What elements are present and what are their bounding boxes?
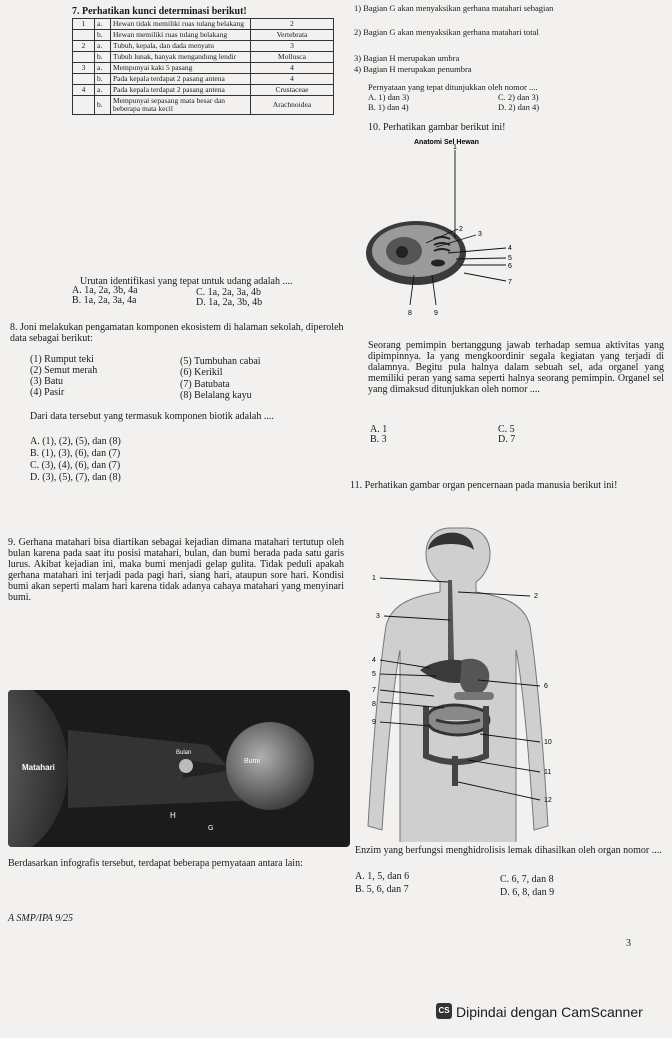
key-description: Pada kepala terdapat 2 pasang antena — [111, 85, 251, 96]
digestive-system-figure — [350, 520, 570, 842]
organ-label-11: 11 — [544, 769, 552, 776]
q8-item-5: (5) Tumbuhan cabai — [180, 356, 261, 367]
key-step — [73, 52, 95, 63]
key-row — [73, 63, 334, 74]
key-row — [73, 30, 334, 41]
key-row — [73, 85, 334, 96]
cell-figure-title: Anatomi Sel Hewan — [414, 139, 479, 146]
q9-statement-1: 1) Bagian G akan menyaksikan gerhana matahari sebagian — [354, 3, 554, 13]
key-row — [73, 74, 334, 85]
q10-title: 10. Perhatikan gambar berikut ini! — [368, 122, 506, 133]
cell-label-3: 3 — [478, 231, 482, 238]
key-result: Mollusca — [251, 52, 334, 63]
q11-option-b[interactable]: B. 5, 6, dan 7 — [355, 884, 409, 895]
q9-statement-2: 2) Bagian G akan menyaksikan gerhana matahari total — [354, 27, 539, 37]
organ-label-10: 10 — [544, 739, 552, 746]
key-step: 1 — [73, 19, 95, 30]
animal-cell-figure — [356, 135, 536, 325]
q9-question: Berdasarkan infografis tersebut, terdapat beberapa pernyataan antara lain: — [8, 858, 303, 869]
q7-option-a[interactable]: A. 1a, 2a, 3b, 4a — [72, 285, 138, 296]
eclipse-svg — [8, 690, 350, 847]
q8-item-7: (7) Batubata — [180, 379, 230, 390]
moon-shape — [179, 759, 193, 773]
q10-option-a[interactable]: A. 1 — [370, 424, 388, 435]
q10-option-b[interactable]: B. 3 — [370, 434, 387, 445]
q7-option-d[interactable]: D. 1a, 2a, 3b, 4b — [196, 297, 263, 308]
q9-text: 9. Gerhana matahari bisa diartikan sebagai kejadian dimana matahari tertutup oleh bulan karena pada saat itu posisi matahari, bulan, dan bumi berada pada satu garis lurus. Akibat kejadian ini, maka bumi menjadi gelap gulita. Tidak peduli apakah gerhana matahari ini terjadi pada pagi hari, siang hari, ataupun sore hari. Kondisi bumi akan seperti malam hari karena tidak adanya cahaya matahari yang menyinari bumi. — [8, 537, 344, 603]
key-result: Arachnoidea — [251, 96, 334, 115]
moon-label: Bulan — [176, 750, 192, 756]
camscanner-watermark: Dipindai dengan CamScanner — [456, 1004, 643, 1020]
key-letter: a. — [95, 63, 111, 74]
q11-title: 11. Perhatikan gambar organ pencernaan pada manusia berikut ini! — [350, 480, 618, 491]
organ-label-8: 8 — [372, 701, 376, 708]
q8-item-6: (6) Kerikil — [180, 367, 223, 378]
q9-option-c[interactable]: C. 2) dan 3) — [498, 92, 539, 102]
q7-option-c[interactable]: C. 1a, 2a, 3a, 4b — [196, 287, 261, 298]
earth-label: Bumi — [244, 758, 260, 765]
organ-label-6: 6 — [544, 683, 548, 690]
q10-text: Seorang pemimpin bertanggung jawab terhadap semua aktivitas yang dipimpinnya. Ia yang mengkoordinir segala kegiatan yang terjadi di dalamnya. Begitu pula halnya dalam sebuah sel, ada organel yang memiliki peran yang sama seperti halnya seorang pemimpin. Organel sel yang dimaksud ditunjukkan oleh nomor .... — [368, 340, 664, 395]
organ-label-9: 9 — [372, 719, 376, 726]
rectum — [452, 756, 458, 786]
key-description: Tubuh lunak, banyak mengandung lendir — [111, 52, 251, 63]
q7-option-b[interactable]: B. 1a, 2a, 3a, 4a — [72, 295, 137, 306]
q8-option-a[interactable]: A. (1), (2), (5), dan (8) — [30, 436, 121, 447]
q11-option-d[interactable]: D. 6, 8, dan 9 — [500, 887, 555, 898]
q8-question: Dari data tersebut yang termasuk komponen biotik adalah .... — [30, 411, 274, 422]
cell-label-1: 1 — [453, 144, 457, 151]
key-row — [73, 52, 334, 63]
q9-option-b[interactable]: B. 1) dan 4) — [368, 102, 409, 112]
cell-label-8: 8 — [408, 310, 412, 317]
cell-label-2: 2 — [459, 226, 463, 233]
sun-label: Matahari — [22, 763, 55, 772]
q8-item-8: (8) Belalang kayu — [180, 390, 252, 401]
organ-label-7: 7 — [372, 687, 376, 694]
cell-label-5: 5 — [508, 255, 512, 262]
key-step — [73, 96, 95, 115]
page-number: 3 — [626, 938, 631, 949]
cell-label-7: 7 — [508, 279, 512, 286]
key-step: 3 — [73, 63, 95, 74]
organ-label-1: 1 — [372, 575, 376, 582]
q8-item-1: (1) Rumput teki — [30, 354, 94, 365]
q8-item-2: (2) Semut merah — [30, 365, 98, 376]
q9-option-d[interactable]: D. 2) dan 4) — [498, 102, 540, 112]
key-letter: b. — [95, 30, 111, 41]
key-description: Mempunyai sepasang mata besar dan beberapa mata kecil — [111, 96, 251, 115]
q8-option-c[interactable]: C. (3), (4), (6), dan (7) — [30, 460, 121, 471]
small-intestine — [426, 705, 489, 735]
key-step: 4 — [73, 85, 95, 96]
key-step — [73, 74, 95, 85]
human-body-silhouette — [368, 528, 548, 842]
q10-option-c[interactable]: C. 5 — [498, 424, 515, 435]
q8-item-3: (3) Batu — [30, 376, 64, 387]
key-result: 3 — [251, 41, 334, 52]
q8-option-d[interactable]: D. (3), (5), (7), dan (8) — [30, 472, 121, 483]
q8-item-4: (4) Pasir — [30, 387, 65, 398]
key-description: Pada kepala terdapat 2 pasang antena — [111, 74, 251, 85]
key-result: 2 — [251, 19, 334, 30]
key-result: 4 — [251, 63, 334, 74]
q9-statement-4: 4) Bagian H merupakan penumbra — [354, 64, 472, 74]
q9-option-a[interactable]: A. 1) dan 3) — [368, 92, 410, 102]
organ-label-3: 3 — [376, 613, 380, 620]
q7-question: Urutan identifikasi yang tepat untuk udang adalah .... — [80, 276, 293, 287]
key-row — [73, 19, 334, 30]
key-row — [73, 96, 334, 115]
q11-option-a[interactable]: A. 1, 5, dan 6 — [355, 871, 410, 882]
solar-eclipse-infographic — [8, 690, 350, 847]
exam-code: A SMP/IPA 9/25 — [8, 913, 73, 924]
q8-option-b[interactable]: B. (1), (3), (6), dan (7) — [30, 448, 121, 459]
key-description: Hewan tidak memiliki ruas tulang belakang — [111, 19, 251, 30]
key-letter: a. — [95, 41, 111, 52]
q10-option-d[interactable]: D. 7 — [498, 434, 516, 445]
q7-title: 7. Perhatikan kunci determinasi berikut! — [72, 6, 247, 17]
earth-shape — [226, 722, 314, 810]
cell-label-9: 9 — [434, 310, 438, 317]
key-letter: a. — [95, 85, 111, 96]
q9-statement-3: 3) Bagian H merupakan umbra — [354, 53, 460, 63]
q11-option-c[interactable]: C. 6, 7, dan 8 — [500, 874, 554, 885]
q11-question: Enzim yang berfungsi menghidrolisis lemak dihasilkan oleh organ nomor .... — [355, 845, 662, 856]
q8-intro: 8. Joni melakukan pengamatan komponen ekosistem di halaman sekolah, diperoleh data sebagai berikut: — [10, 322, 344, 344]
key-result: Vertebrata — [251, 30, 334, 41]
mitochondria — [431, 260, 445, 267]
region-g-label: G — [208, 825, 214, 832]
q9-prompt: Pernyataan yang tepat ditunjukkan oleh nomor .... — [368, 82, 538, 92]
organ-label-4: 4 — [372, 657, 376, 664]
key-step: 2 — [73, 41, 95, 52]
cell-label-6: 6 — [508, 263, 512, 270]
region-h-label: H — [170, 811, 176, 820]
cell-label-4: 4 — [508, 245, 512, 252]
pancreas — [454, 692, 494, 700]
key-result: Crustaceae — [251, 85, 334, 96]
key-description: Hewan memiliki ruas tulang belakang — [111, 30, 251, 41]
key-row — [73, 41, 334, 52]
key-step — [73, 30, 95, 41]
key-description: Mempunyai kaki 5 pasang — [111, 63, 251, 74]
key-description: Tubuh, kepala, dan dada menyatu — [111, 41, 251, 52]
key-result: 4 — [251, 74, 334, 85]
cell-nucleolus — [396, 246, 408, 258]
camscanner-logo-icon: CS — [436, 1003, 452, 1019]
organ-label-2: 2 — [534, 593, 538, 600]
organ-label-5: 5 — [372, 671, 376, 678]
key-letter: b. — [95, 52, 111, 63]
determination-key-table — [72, 18, 334, 115]
key-letter: a. — [95, 19, 111, 30]
key-letter: b. — [95, 74, 111, 85]
organ-label-12: 12 — [544, 797, 552, 804]
key-letter: b. — [95, 96, 111, 115]
